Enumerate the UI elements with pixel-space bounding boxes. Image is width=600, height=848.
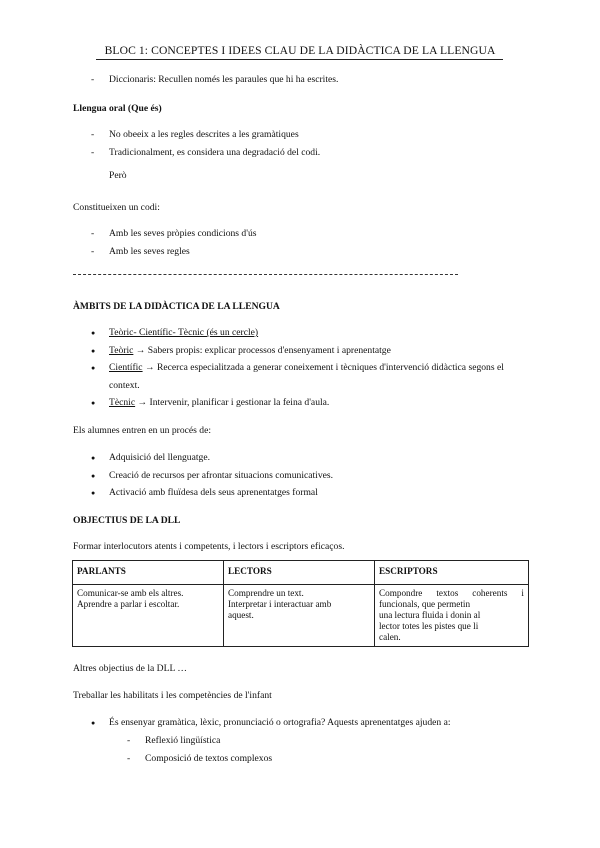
treballar-text: Treballar les habilitats i les competències de l'infant [73,690,272,701]
bullet-icon: ● [91,489,96,497]
bullet-icon: ● [91,472,96,480]
pero-text: Però [109,170,127,181]
bullet-icon: ● [91,347,96,355]
list-item: Adquisició del llenguatge. [109,452,210,463]
constitueixen-text: Constitueixen un codi: [73,202,160,213]
formar-text: Formar interlocutors atents i competents, i lectors i escriptors eficaços. [73,541,345,552]
bullet-icon: ● [91,364,96,372]
alumnes-text: Els alumnes entren en un procés de: [73,425,211,436]
objectius-heading: OBJECTIUS DE LA DLL [73,515,181,526]
objectius-table [72,560,529,647]
list-item: Tradicionalment, es considera una degradació del codi. [109,147,321,158]
table-cell-lectors: Comprendre un text. Interpretar i interactuar amb aquest. [224,585,375,647]
dashed-separator [73,274,458,275]
list-item: Activació amb fluïdesa dels seus aprenentatges formal [109,487,318,498]
llengua-oral-heading: Llengua oral (Que és) [73,103,162,114]
table-header: ESCRIPTORS [375,561,529,585]
ambits-heading: ÀMBITS DE LA DIDÀCTICA DE LA LLENGUA [73,301,280,312]
dash-marker: - [91,129,95,140]
list-item: Teòric- Científic- Tècnic (és un cercle) [109,327,259,338]
sub-list-item: Reflexió lingüística [145,735,221,746]
table-header: LECTORS [224,561,375,585]
dash-marker: - [91,74,95,85]
sub-list-item: Composició de textos complexos [145,753,273,764]
table-cell-escriptors: Compondre textos coherents i funcionals, que permetin una lectura fluida i donin al lector totes les pistes que li calen. [375,585,529,647]
list-item: Teòric → Sabers propis: explicar processos d'ensenyament i aprenentatge [109,345,391,356]
table-row [73,585,529,647]
table-header: PARLANTS [73,561,224,585]
page-title: BLOC 1: CONCEPTES I IDEES CLAU DE LA DIDÀCTICA DE LA LLENGUA [104,44,496,57]
dash-marker: - [91,228,95,239]
dash-marker: - [127,735,131,746]
dash-marker: - [127,753,131,764]
list-item: És ensenyar gramàtica, lèxic, pronunciació o ortografia? Aquests aprenentatges ajuden a: [109,717,451,728]
bullet-icon: ● [91,719,96,727]
list-item-continuation: context. [109,380,140,391]
list-item: Científic → Recerca especialitzada a generar coneixement i tècniques d'intervenció didàctica segons el [109,362,504,373]
list-item: Creació de recursos per afrontar situacions comunicatives. [109,470,334,481]
list-item: No obeeix a les regles descrites a les gramàtiques [109,129,299,140]
table-cell-parlants: Comunicar-se amb els altres. Aprendre a parlar i escoltar. [73,585,224,647]
title-underline [96,59,503,60]
list-item: Amb les seves regles [109,246,190,257]
bullet-icon: ● [91,399,96,407]
bullet-icon: ● [91,329,96,337]
bullet-icon: ● [91,454,96,462]
altres-text: Altres objectius de la DLL … [73,663,187,674]
dash-marker: - [91,246,95,257]
list-item: Tècnic → Intervenir, planificar i gestionar la feina d'aula. [109,397,330,408]
diccionaris-text: Diccionaris: Recullen només les paraules que hi ha escrites. [109,74,339,85]
list-item: Amb les seves pròpies condicions d'ús [109,228,257,239]
dash-marker: - [91,147,95,158]
